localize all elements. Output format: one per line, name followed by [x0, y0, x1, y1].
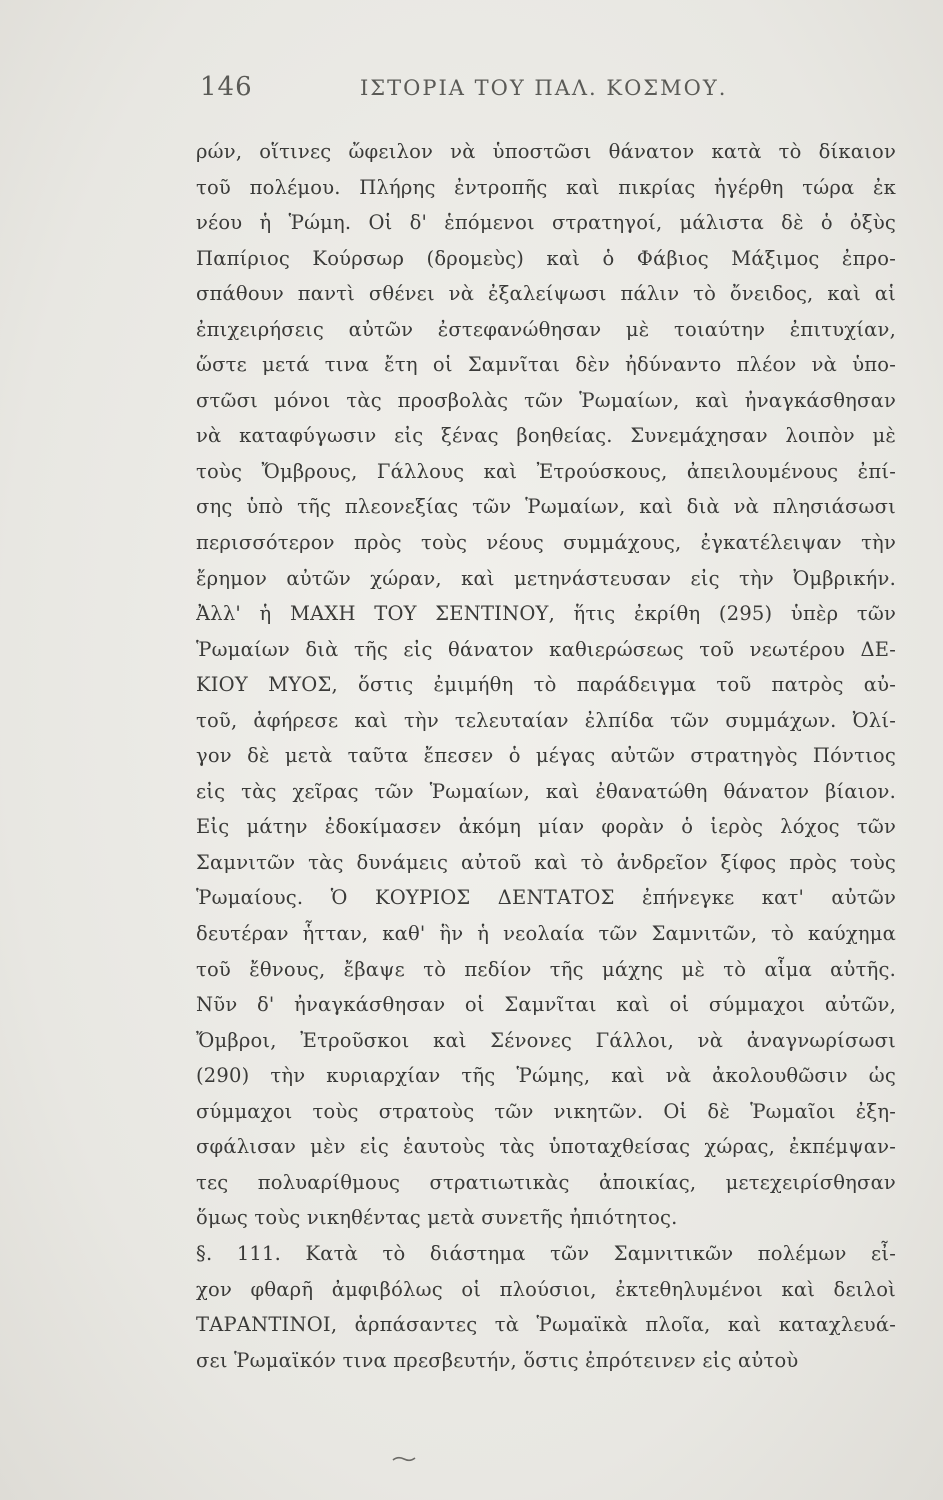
text-line: τοῦ, ἀφήρεσε καὶ τὴν τελευταίαν ἐλπίδα τῶν συμμάχων. Ὀλί- — [196, 708, 896, 732]
text-line: τοὺς Ὄμβρους, Γάλλους καὶ Ἐτρούσκους, ἀπειλουμένους ἐπί- — [196, 459, 896, 483]
text-line: ΤΑΡΑΝΤΙΝΟΙ, ἁρπάσαντες τὰ Ῥωμαϊκὰ πλοῖα, καὶ καταχλευά- — [196, 1313, 896, 1337]
text-line: ΚΙΟΥ ΜΥΟΣ, ὅστις ἐμιμήθη τὸ παράδειγμα τοῦ πατρὸς αὐ- — [196, 673, 896, 697]
page-header — [200, 72, 900, 112]
body-text — [196, 134, 896, 1378]
text-line: σης ὑπὸ τῆς πλεονεξίας τῶν Ῥωμαίων, καὶ διὰ νὰ πλησιάσωσι — [196, 495, 896, 519]
text-line: δευτέραν ἧτταν, καθ' ἣν ἡ νεολαία τῶν Σαμνιτῶν, τὸ καύχημα — [196, 922, 896, 946]
text-line: ὥστε μετά τινα ἔτη οἱ Σαμνῖται δὲν ἠδύναντο πλέον νὰ ὑπο- — [196, 353, 896, 377]
text-line: §. 111. Κατὰ τὸ διάστημα τῶν Σαμνιτικῶν πολέμων εἶ- — [196, 1241, 896, 1265]
text-line: ἔρημον αὐτῶν χώραν, καὶ μετηνάστευσαν εἰς τὴν Ὀμβρικήν. — [196, 566, 896, 590]
text-line: νέου ἡ Ῥώμη. Οἱ δ' ἑπόμενοι στρατηγοί, μάλιστα δὲ ὁ ὀξὺς — [196, 211, 896, 235]
text-line: Νῦν δ' ἠναγκάσθησαν οἱ Σαμνῖται καὶ οἱ σύμμαχοι αὐτῶν, — [196, 993, 896, 1017]
text-line: εἰς τὰς χεῖρας τῶν Ῥωμαίων, καὶ ἐθανατώθη θάνατον βίαιον. — [196, 779, 896, 803]
running-title: ΙΣΤΟΡΙΑ ΤΟΥ ΠΑΛ. ΚΟΣΜΟΥ. — [360, 76, 728, 100]
text-line: τοῦ πολέμου. Πλήρης ἐντροπῆς καὶ πικρίας ἠγέρθη τώρα ἐκ — [196, 175, 896, 199]
text-line: ρών, οἵτινες ὤφειλον νὰ ὑποστῶσι θάνατον κατὰ τὸ δίκαιον — [196, 140, 896, 163]
text-line: Ὄμβροι, Ἐτροῦσκοι καὶ Σένονες Γάλλοι, νὰ ἀναγνωρίσωσι — [196, 1028, 896, 1052]
text-line: νὰ καταφύγωσιν εἰς ξένας βοηθείας. Συνεμάχησαν λοιπὸν μὲ — [196, 424, 896, 448]
text-line: τοῦ ἔθνους, ἔβαψε τὸ πεδίον τῆς μάχης μὲ τὸ αἷμα αὐτῆς. — [196, 957, 896, 981]
text-line: περισσότερον πρὸς τοὺς νέους συμμάχους, ἐγκατέλειψαν τὴν — [196, 531, 896, 555]
text-line: (290) τὴν κυριαρχίαν τῆς Ῥώμης, καὶ νὰ ἀκολουθῶσιν ὡς — [196, 1064, 896, 1088]
text-line: ὅμως τοὺς νικηθέντας μετὰ συνετῆς ἠπιότητος. — [196, 1206, 678, 1230]
text-line: Εἰς μάτην ἐδοκίμασεν ἀκόμη μίαν φορὰν ὁ ἱερὸς λόχος τῶν — [196, 815, 896, 839]
text-line: Παπίριος Κούρσωρ (δρομεὺς) καὶ ὁ Φάβιος Μάξιμος ἐπρο- — [196, 246, 896, 270]
text-line: τες πολυαρίθμους στρατιωτικὰς ἀποικίας, μετεχειρίσθησαν — [196, 1170, 896, 1194]
text-line: Ῥωμαίους. Ὁ ΚΟΥΡΙΟΣ ΔΕΝΤΑΤΟΣ ἐπήνεγκε κατ' αὐτῶν — [196, 886, 896, 910]
text-line: σύμμαχοι τοὺς στρατοὺς τῶν νικητῶν. Οἱ δὲ Ῥωμαῖοι ἐξη- — [196, 1099, 896, 1123]
text-line: χον φθαρῆ ἀμφιβόλως οἱ πλούσιοι, ἐκτεθηλυμένοι καὶ δειλοὶ — [196, 1277, 896, 1301]
page-number: 146 — [200, 72, 253, 102]
text-line: σφάλισαν μὲν εἰς ἑαυτοὺς τὰς ὑποταχθείσας χώρας, ἐκπέμψαν- — [196, 1135, 896, 1159]
text-line: σει Ῥωμαϊκόν τινα πρεσβευτήν, ὅστις ἐπρότεινεν εἰς αὐτοὺ — [196, 1348, 799, 1372]
text-line: στῶσι μόνοι τὰς προσβολὰς τῶν Ῥωμαίων, καὶ ἠναγκάσθησαν — [196, 388, 896, 412]
printer-mark-icon — [392, 1455, 416, 1463]
text-line: ἐπιχειρήσεις αὐτῶν ἐστεφανώθησαν μὲ τοιαύτην ἐπιτυχίαν, — [196, 317, 896, 341]
text-line: Ἀλλ' ἡ ΜΑΧΗ ΤΟΥ ΣΕΝΤΙΝΟΥ, ἥτις ἐκρίθη (295) ὑπὲρ τῶν — [196, 602, 896, 626]
text-line: Σαμνιτῶν τὰς δυνάμεις αὐτοῦ καὶ τὸ ἀνδρεῖον ξίφος πρὸς τοὺς — [196, 850, 896, 874]
text-line: σπάθουν παντὶ σθένει νὰ ἐξαλείψωσι πάλιν τὸ ὄνειδος, καὶ αἱ — [196, 282, 896, 306]
text-line: γον δὲ μετὰ ταῦτα ἔπεσεν ὁ μέγας αὐτῶν στρατηγὸς Πόντιος — [196, 744, 896, 768]
text-line: Ῥωμαίων διὰ τῆς εἰς θάνατον καθιερώσεως τοῦ νεωτέρου ΔΕ- — [196, 637, 896, 661]
